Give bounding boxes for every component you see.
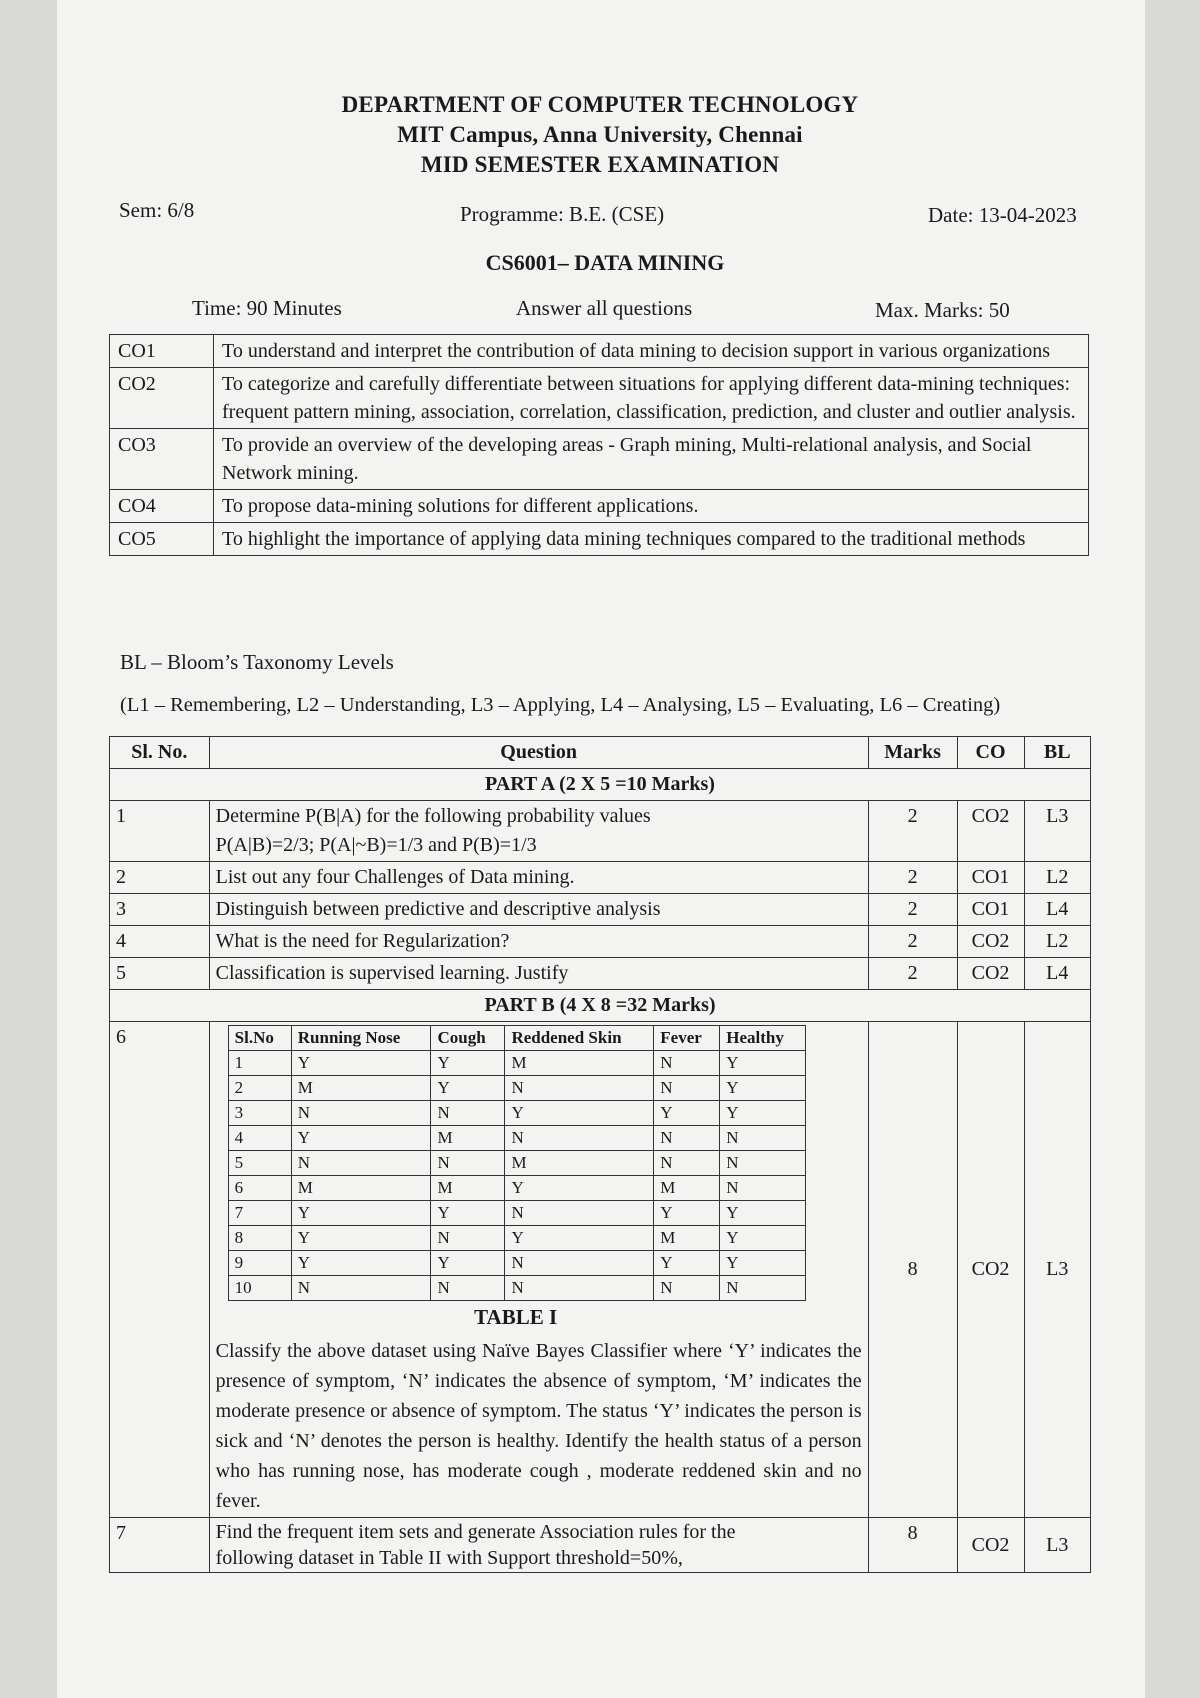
dataset-cell: 3 bbox=[228, 1101, 291, 1126]
question-line: Find the frequent item sets and generate Association rules for the bbox=[215, 1521, 736, 1543]
question-number: 7 bbox=[110, 1518, 210, 1573]
question-bl: L4 bbox=[1024, 894, 1090, 926]
department-title: DEPARTMENT OF COMPUTER TECHNOLOGY bbox=[341, 92, 859, 117]
question-marks: 2 bbox=[868, 958, 957, 990]
question-co: CO2 bbox=[957, 926, 1024, 958]
dataset-cell: N bbox=[505, 1126, 654, 1151]
dataset-column-header: Reddened Skin bbox=[505, 1026, 654, 1051]
course-outcome-row bbox=[110, 490, 1089, 523]
co-code: CO2 bbox=[110, 368, 214, 429]
semester: Sem: 6/8 bbox=[119, 198, 195, 222]
question-bl: L3 bbox=[1024, 1518, 1090, 1573]
dataset-column-header: Fever bbox=[654, 1026, 720, 1051]
dataset-cell: N bbox=[291, 1101, 431, 1126]
question-row bbox=[110, 1518, 1091, 1573]
dataset-cell: N bbox=[291, 1276, 431, 1301]
questions-table bbox=[109, 736, 1091, 1573]
dataset-cell: 9 bbox=[228, 1251, 291, 1276]
dataset-cell: Y bbox=[505, 1101, 654, 1126]
dataset-header-row bbox=[228, 1026, 805, 1051]
question-marks: 8 bbox=[868, 1022, 957, 1518]
question-text: List out any four Challenges of Data mining. bbox=[209, 862, 868, 894]
dataset-cell: Y bbox=[720, 1051, 805, 1076]
part-b-heading: PART B (4 X 8 =32 Marks) bbox=[110, 990, 1091, 1022]
question-paragraph: Classify the above dataset using Naïve Bayes Classifier where ‘Y’ indicates the presence of symptom, ‘N’ indicates the absence of symptom, ‘M’ indicates the moderate presence or absence of symptom. The status ‘Y’ indicates the person is sick and ‘N’ denotes the person is healthy. Identify the health status of a person who has running nose, has moderate cough , moderate reddened skin and no fever. bbox=[215, 1340, 862, 1512]
bloom-title: BL – Bloom’s Taxonomy Levels bbox=[120, 650, 394, 674]
dataset-cell: 4 bbox=[228, 1126, 291, 1151]
dataset-cell: N bbox=[431, 1101, 505, 1126]
dataset-cell: M bbox=[291, 1076, 431, 1101]
dataset-cell: Y bbox=[505, 1226, 654, 1251]
question-co: CO1 bbox=[957, 894, 1024, 926]
sl-no-header: Sl. No. bbox=[110, 737, 210, 769]
dataset-cell: N bbox=[431, 1226, 505, 1251]
dataset-column-header: Running Nose bbox=[291, 1026, 431, 1051]
co-description: To highlight the importance of applying data mining techniques compared to the traditional methods bbox=[214, 523, 1089, 556]
dataset-body bbox=[228, 1051, 805, 1301]
co-code: CO5 bbox=[110, 523, 214, 556]
dataset-cell: Y bbox=[654, 1101, 720, 1126]
dataset-cell: N bbox=[720, 1276, 805, 1301]
question-row bbox=[110, 862, 1091, 894]
dataset-cell: Y bbox=[720, 1251, 805, 1276]
dataset-cell: M bbox=[291, 1176, 431, 1201]
programme: Programme: B.E. (CSE) bbox=[460, 202, 665, 226]
question-co: CO2 bbox=[957, 801, 1024, 862]
dataset-row bbox=[228, 1126, 805, 1151]
dataset-cell: M bbox=[431, 1126, 505, 1151]
dataset-cell: N bbox=[654, 1076, 720, 1101]
dataset-column-header: Healthy bbox=[720, 1026, 805, 1051]
co-code: CO3 bbox=[110, 429, 214, 490]
dataset-cell: N bbox=[654, 1126, 720, 1151]
question-number: 1 bbox=[110, 801, 210, 862]
dataset-row bbox=[228, 1201, 805, 1226]
dataset-cell: Y bbox=[291, 1251, 431, 1276]
dataset-row bbox=[228, 1251, 805, 1276]
dataset-cell: Y bbox=[654, 1251, 720, 1276]
exam-duration: Time: 90 Minutes bbox=[192, 296, 342, 320]
question-row bbox=[110, 801, 1091, 862]
question-line: Determine P(B|A) for the following probability values bbox=[215, 805, 651, 827]
dataset-cell: N bbox=[720, 1151, 805, 1176]
question-marks: 2 bbox=[868, 894, 957, 926]
course-outcomes-table bbox=[109, 334, 1089, 556]
dataset-table bbox=[228, 1025, 806, 1301]
dataset-cell: Y bbox=[720, 1201, 805, 1226]
dataset-row bbox=[228, 1076, 805, 1101]
dataset-cell: 8 bbox=[228, 1226, 291, 1251]
question-line: following dataset in Table II with Support threshold=50%, bbox=[215, 1547, 683, 1569]
part-a-heading: PART A (2 X 5 =10 Marks) bbox=[110, 769, 1091, 801]
part-a-row bbox=[110, 769, 1091, 801]
dataset-cell: N bbox=[431, 1151, 505, 1176]
dataset-cell: N bbox=[654, 1051, 720, 1076]
dataset-cell: M bbox=[505, 1151, 654, 1176]
dataset-cell: N bbox=[505, 1201, 654, 1226]
dataset-cell: N bbox=[505, 1276, 654, 1301]
question-number: 3 bbox=[110, 894, 210, 926]
question-co: CO2 bbox=[957, 958, 1024, 990]
question-bl: L4 bbox=[1024, 958, 1090, 990]
dataset-cell: N bbox=[720, 1126, 805, 1151]
dataset-row bbox=[228, 1226, 805, 1251]
dataset-cell: 10 bbox=[228, 1276, 291, 1301]
question-number: 4 bbox=[110, 926, 210, 958]
dataset-cell: 7 bbox=[228, 1201, 291, 1226]
max-marks: Max. Marks: 50 bbox=[875, 298, 1010, 322]
dataset-column-header: Cough bbox=[431, 1026, 505, 1051]
question-line: P(A|B)=2/3; P(A|~B)=1/3 and P(B)=1/3 bbox=[215, 834, 537, 856]
question-co: CO2 bbox=[957, 1022, 1024, 1518]
part-b-row bbox=[110, 990, 1091, 1022]
dataset-cell: M bbox=[431, 1176, 505, 1201]
dataset-column-header: Sl.No bbox=[228, 1026, 291, 1051]
instruction: Answer all questions bbox=[516, 296, 693, 320]
dataset-row bbox=[228, 1151, 805, 1176]
campus-title: MIT Campus, Anna University, Chennai bbox=[397, 122, 803, 147]
question-header: Question bbox=[209, 737, 868, 769]
question-text bbox=[209, 801, 868, 862]
dataset-row bbox=[228, 1101, 805, 1126]
question-bl: L2 bbox=[1024, 862, 1090, 894]
question-text: Distinguish between predictive and descriptive analysis bbox=[209, 894, 868, 926]
table-caption: TABLE I bbox=[474, 1305, 558, 1329]
course-outcome-row bbox=[110, 335, 1089, 368]
questions-header-row bbox=[110, 737, 1091, 769]
dataset-cell: M bbox=[654, 1226, 720, 1251]
question-marks: 2 bbox=[868, 926, 957, 958]
dataset-cell: Y bbox=[431, 1076, 505, 1101]
question-row bbox=[110, 958, 1091, 990]
question-bl: L2 bbox=[1024, 926, 1090, 958]
question-co: CO1 bbox=[957, 862, 1024, 894]
dataset-row bbox=[228, 1276, 805, 1301]
question-text bbox=[209, 1022, 868, 1518]
question-text: Classification is supervised learning. Justify bbox=[209, 958, 868, 990]
question-row bbox=[110, 926, 1091, 958]
dataset-row bbox=[228, 1051, 805, 1076]
question-co: CO2 bbox=[957, 1518, 1024, 1573]
question-text: What is the need for Regularization? bbox=[209, 926, 868, 958]
marks-header: Marks bbox=[868, 737, 957, 769]
co-code: CO1 bbox=[110, 335, 214, 368]
question-marks: 2 bbox=[868, 801, 957, 862]
question-marks: 8 bbox=[868, 1518, 957, 1573]
dataset-cell: N bbox=[505, 1251, 654, 1276]
question-text bbox=[209, 1518, 868, 1573]
question-row bbox=[110, 1022, 1091, 1518]
dataset-row bbox=[228, 1176, 805, 1201]
dataset-cell: Y bbox=[431, 1201, 505, 1226]
bl-header: BL bbox=[1024, 737, 1090, 769]
dataset-cell: Y bbox=[720, 1101, 805, 1126]
dataset-cell: Y bbox=[291, 1051, 431, 1076]
dataset-cell: N bbox=[505, 1076, 654, 1101]
dataset-cell: N bbox=[720, 1176, 805, 1201]
dataset-cell: N bbox=[431, 1276, 505, 1301]
co-header: CO bbox=[957, 737, 1024, 769]
dataset-cell: Y bbox=[291, 1126, 431, 1151]
course-outcome-row bbox=[110, 368, 1089, 429]
co-description: To understand and interpret the contribution of data mining to decision support in various organizations bbox=[214, 335, 1089, 368]
dataset-cell: Y bbox=[431, 1051, 505, 1076]
dataset-cell: M bbox=[654, 1176, 720, 1201]
dataset-cell: Y bbox=[720, 1076, 805, 1101]
co-code: CO4 bbox=[110, 490, 214, 523]
dataset-cell: Y bbox=[291, 1201, 431, 1226]
question-number: 6 bbox=[110, 1022, 210, 1518]
dataset-cell: Y bbox=[505, 1176, 654, 1201]
dataset-cell: 1 bbox=[228, 1051, 291, 1076]
exam-title: MID SEMESTER EXAMINATION bbox=[420, 152, 780, 177]
dataset-cell: Y bbox=[431, 1251, 505, 1276]
dataset-cell: 6 bbox=[228, 1176, 291, 1201]
co-description: To propose data-mining solutions for different applications. bbox=[214, 490, 1089, 523]
bloom-levels: (L1 – Remembering, L2 – Understanding, L3 – Applying, L4 – Analysing, L5 – Evaluating, L6 – Creating) bbox=[120, 694, 1001, 716]
co-description: To categorize and carefully differentiate between situations for applying different data-mining techniques: frequent pattern mining, association, correlation, classification, prediction, and cluster and outlier analysis. bbox=[214, 368, 1089, 429]
question-bl: L3 bbox=[1024, 801, 1090, 862]
course-outcome-row bbox=[110, 429, 1089, 490]
dataset-cell: N bbox=[291, 1151, 431, 1176]
question-row bbox=[110, 894, 1091, 926]
question-number: 2 bbox=[110, 862, 210, 894]
question-marks: 2 bbox=[868, 862, 957, 894]
question-number: 5 bbox=[110, 958, 210, 990]
dataset-cell: Y bbox=[291, 1226, 431, 1251]
dataset-cell: 5 bbox=[228, 1151, 291, 1176]
dataset-cell: N bbox=[654, 1276, 720, 1301]
co-description: To provide an overview of the developing areas - Graph mining, Multi-relational analysis, and Social Network mining. bbox=[214, 429, 1089, 490]
dataset-cell: Y bbox=[654, 1201, 720, 1226]
dataset-cell: N bbox=[654, 1151, 720, 1176]
dataset-cell: 2 bbox=[228, 1076, 291, 1101]
question-bl: L3 bbox=[1024, 1022, 1090, 1518]
course-outcome-row bbox=[110, 523, 1089, 556]
course-title: CS6001– DATA MINING bbox=[485, 250, 725, 275]
dataset-cell: Y bbox=[720, 1226, 805, 1251]
dataset-cell: M bbox=[505, 1051, 654, 1076]
exam-date: Date: 13-04-2023 bbox=[928, 203, 1077, 227]
